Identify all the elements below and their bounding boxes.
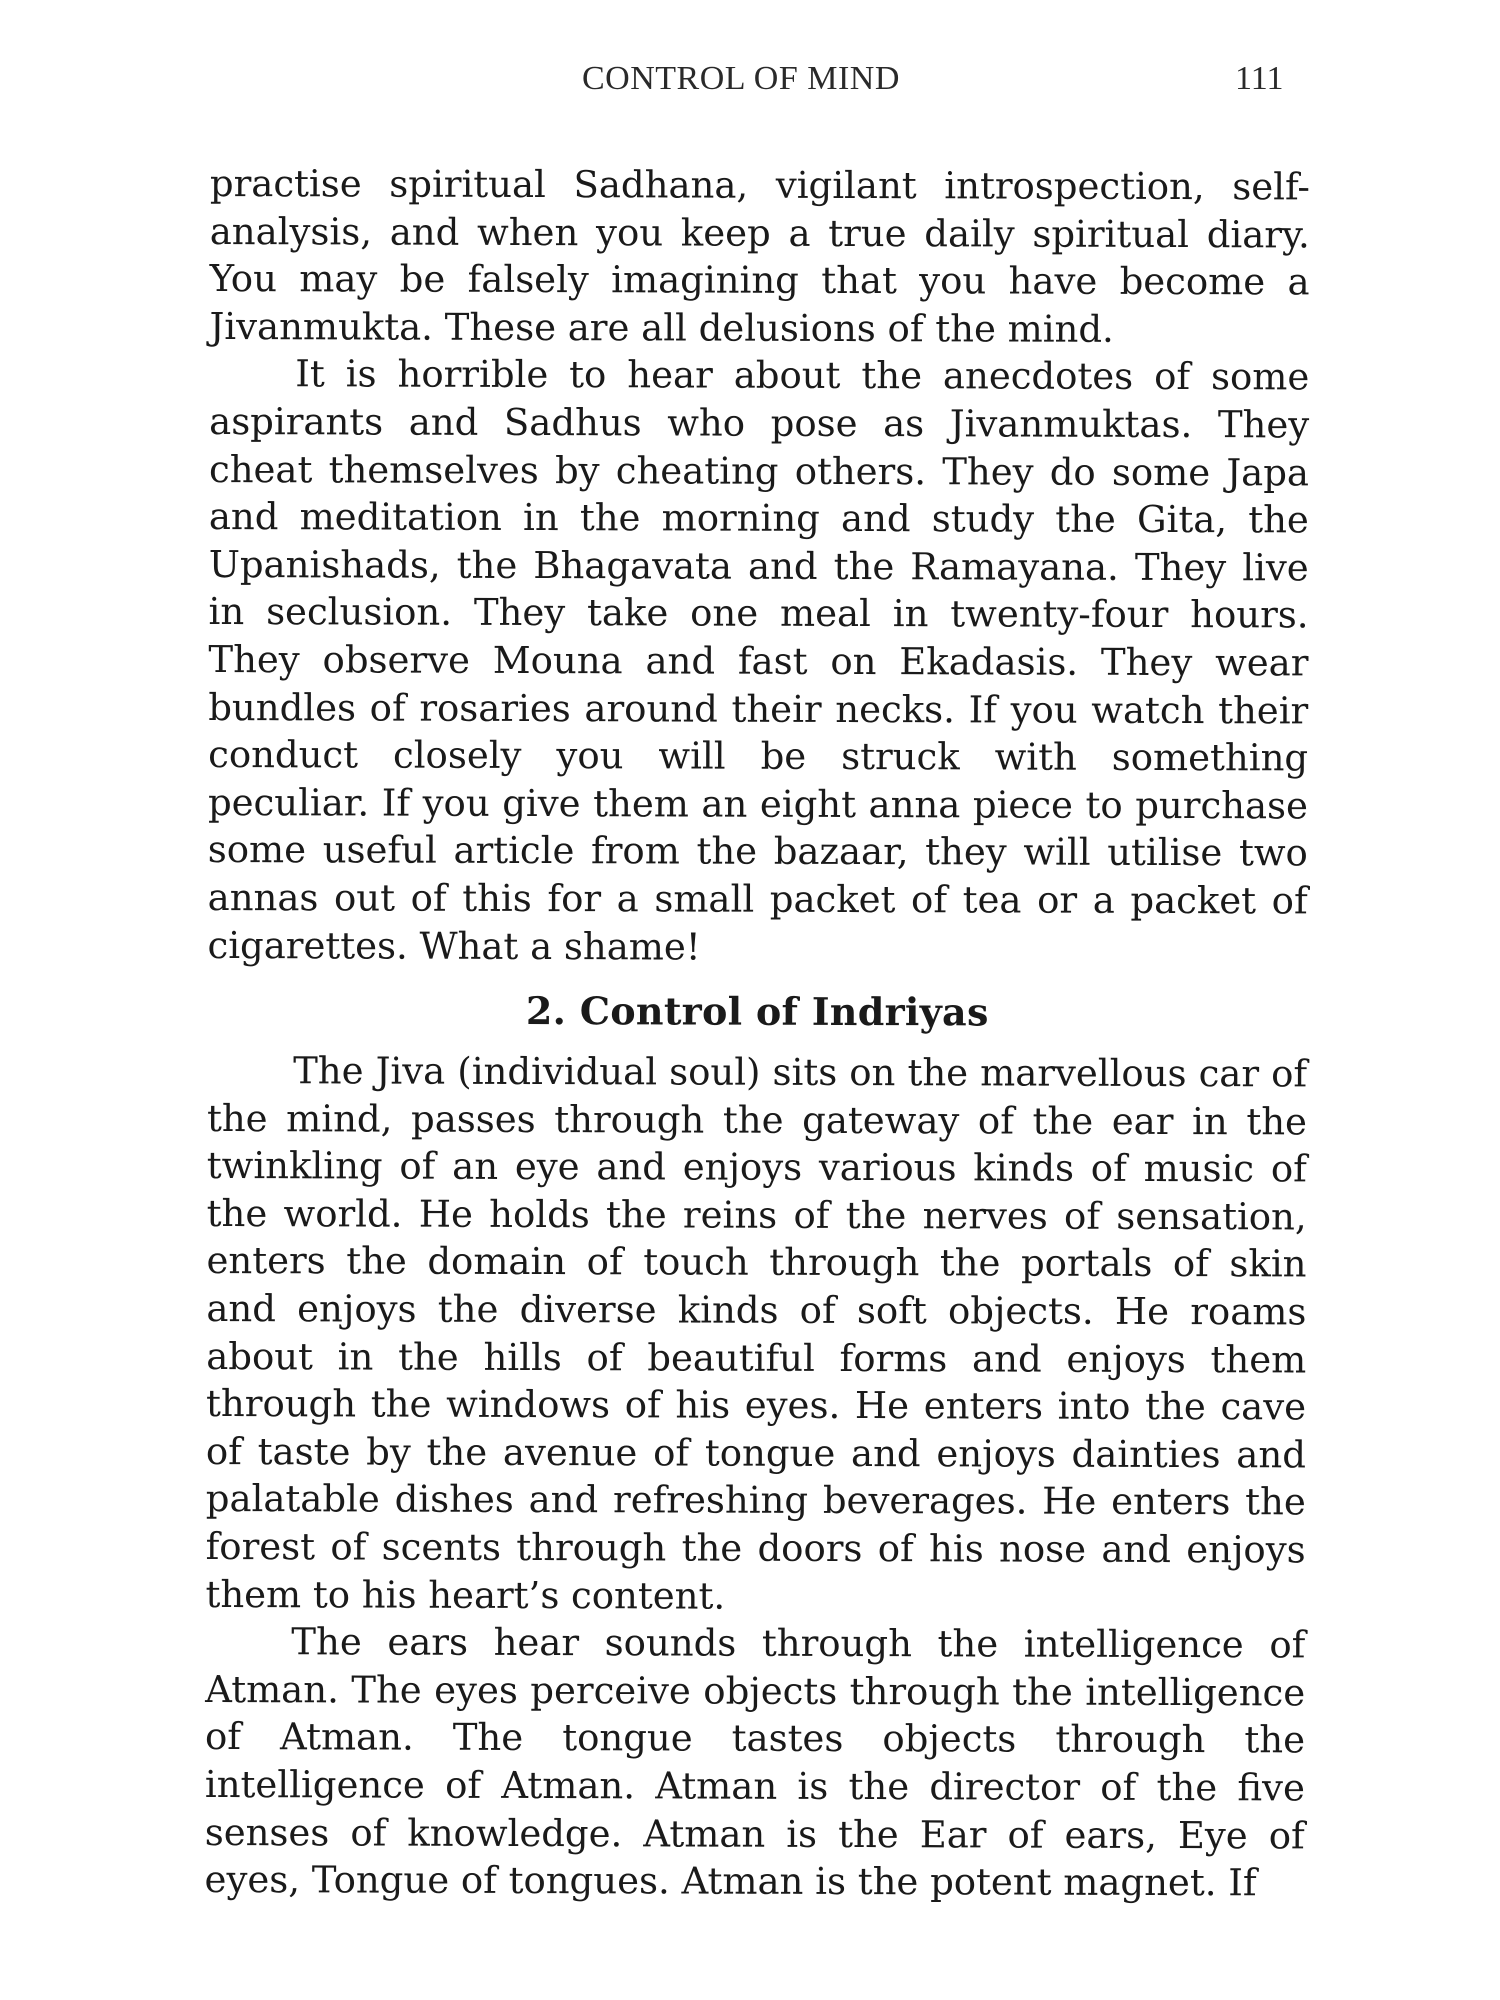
- running-head: [0, 60, 1500, 104]
- body-text: [205, 160, 1310, 1907]
- paragraph-jiva: The Jiva (individual soul) sits on the marvellous car of the mind, passes through the gateway of the ear in the twinkling of an eye and enjoys various kinds of music of the world. He holds the reins of the nerves of sensation, enters the domain of touch through the portals of skin and enjoys the diverse kinds of soft objects. He roams about in the hills of beautiful forms and enjoys them through the windows of his eyes. He enters into the cave of taste by the avenue of tongue and enjoys dainties and palatable dishes and refreshing beverages. He enters the forest of scents through the doors of his nose and enjoys them to his heart’s content.: [205, 1049, 1308, 1618]
- running-title: CONTROL OF MIND: [582, 60, 900, 97]
- page-number: 111: [1235, 60, 1284, 97]
- paragraph-jivanmuktas: It is horrible to hear about the anecdotes of some aspirants and Sadhus who pose as Jivanmuktas. They cheat themselves by cheating others. They do some Japa and meditation in the morning and study the Gita, the Upanishads, the Bhagavata and the Ramayana. They live in seclusion. They take one meal in twenty-four hours. They observe Mouna and fast on Ekadasis. They wear bundles of rosaries around their necks. If you watch their conduct closely you will be struck with something peculiar. If you give them an eight anna piece to purchase some useful article from the bazaar, they will utilise two annas out of this for a small packet of tea or a packet of cigarettes. What a shame!: [207, 352, 1310, 969]
- paragraph-atman: The ears hear sounds through the intelligence of Atman. The eyes perceive objects through the intelligence of Atman. The tongue tastes objects through the intelligence of Atman. Atman is the director of the five senses of knowledge. Atman is the Ear of ears, Eye of eyes, Tongue of tongues. Atman is the potent magnet. If: [204, 1620, 1306, 1905]
- section-heading: 2. Control of Indriyas: [525, 988, 989, 1035]
- paragraph-continued: practise spiritual Sadhana, vigilant introspection, self-analysis, and when you keep a true daily spiritual diary. You may be falsely imagining that you have become a Jivanmukta. These are all delusions of the mind.: [209, 161, 1310, 351]
